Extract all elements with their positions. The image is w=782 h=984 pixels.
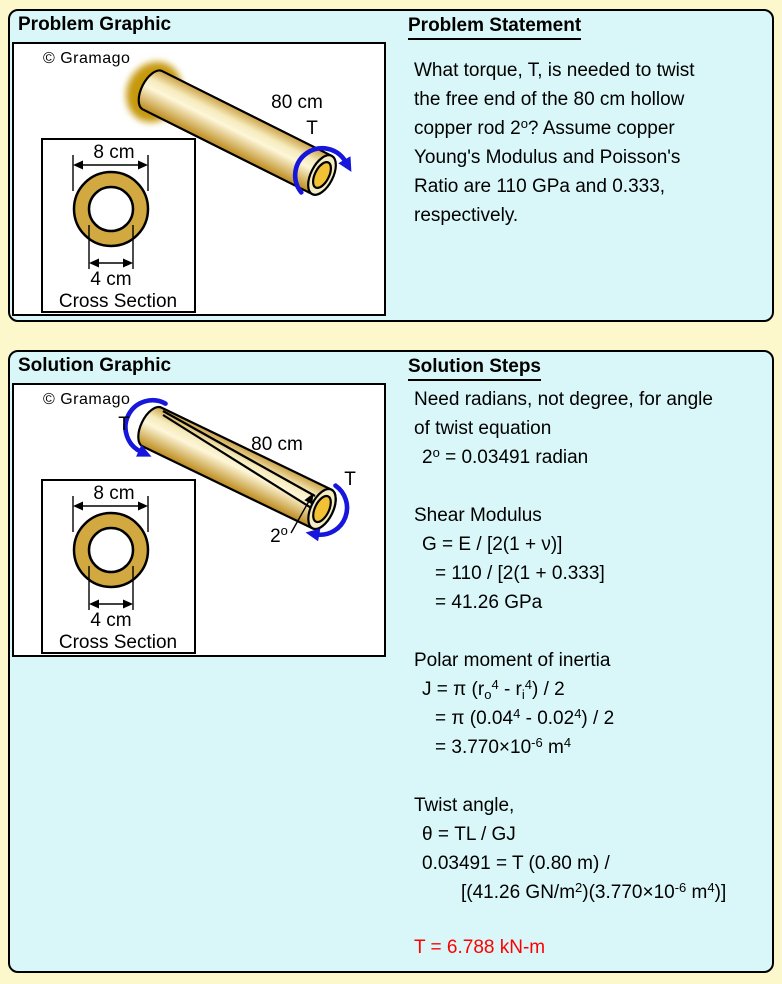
step-line: $2^o = 0.03491$ radian: [422, 445, 589, 468]
step-line: [(41.26 $GN/m^2)(3.770\times 10^{-6}$ $m^4$)]: [461, 880, 727, 903]
cross-section-caption: Cross Section: [58, 632, 178, 653]
final-answer: T = 6.788 kN-m: [414, 937, 546, 958]
watermark: © Gramago: [43, 391, 131, 408]
solution-steps-text: [414, 385, 780, 962]
step-line: Need radians, not degree, for angle: [414, 389, 713, 410]
problem-graphic-title: Problem Graphic: [18, 14, 172, 35]
problem-panel: [8, 9, 774, 322]
cross-section-hole: [89, 528, 133, 572]
cross-section-caption: Cross Section: [58, 291, 178, 312]
outer-diameter-label: 8 cm: [93, 483, 135, 504]
rod-length-label: 80 cm: [251, 434, 303, 455]
twist-angle-label: 2$^o$: [270, 523, 288, 547]
solution-panel: [8, 350, 774, 973]
step-line: Twist angle,: [414, 795, 515, 816]
step-line: = π (0.04$^4$ - 0.02$^4$) / 2: [435, 706, 615, 729]
step-line: J = π $(r_o^4 - r_i^4) / 2$: [422, 677, 565, 702]
step-line: Shear Modulus: [414, 505, 542, 526]
statement-line: Ratio are 110 GPa and 0.333,: [414, 176, 666, 197]
step-line: 0.03491 = T (0.80 m) /: [422, 853, 610, 874]
statement-line: the free end of the 80 cm hollow: [414, 89, 685, 110]
problem-statement-title: Problem Statement: [408, 15, 581, 40]
outer-diameter-label: 8 cm: [93, 142, 135, 163]
statement-line: respectively.: [414, 205, 519, 226]
cross-section-inset: [42, 480, 195, 653]
step-group-polar-moment: [414, 646, 780, 762]
problem-statement-text: [414, 56, 780, 230]
step-line: G = E / [2(1 + ν)]: [422, 534, 563, 555]
cross-section-inset: [42, 139, 195, 312]
torque-label-right: T: [344, 469, 356, 490]
watermark: © Gramago: [43, 50, 131, 67]
solution-graphic-title: Solution Graphic: [18, 355, 172, 376]
cross-section-hole: [89, 187, 133, 231]
rod-length-label: 80 cm: [271, 92, 323, 113]
solution-graphic-box: [12, 383, 386, 657]
step-line: = 110 / [2(1 + 0.333]: [435, 563, 605, 584]
solution-steps-title: Solution Steps: [408, 356, 541, 381]
solution-rod-illustration: [14, 385, 384, 655]
inner-diameter-label: 4 cm: [90, 269, 132, 290]
statement-line: What torque, T, is needed to twist: [414, 60, 695, 81]
inner-diameter-label: 4 cm: [90, 610, 132, 631]
torque-label: T: [306, 118, 318, 139]
step-line: Polar moment of inertia: [414, 650, 611, 671]
step-line: = $3.770\times 10^{-6}$ $m^4$: [435, 735, 572, 758]
torque-label-left: T: [118, 414, 130, 435]
torque-arrowhead-right: [306, 529, 321, 542]
step-line: θ = TL / GJ: [422, 824, 516, 845]
problem-graphic-box: [12, 42, 386, 316]
statement-line: Young's Modulus and Poisson's: [414, 147, 681, 168]
step-group-twist-angle: [414, 791, 780, 907]
problem-rod-illustration: [14, 44, 384, 314]
step-line: = 41.26 GPa: [435, 592, 543, 613]
step-group-shear-modulus: [414, 501, 780, 617]
statement-line: copper rod 2$^o$? Assume copper: [414, 116, 675, 139]
step-line: of twist equation: [414, 418, 552, 439]
step-group-radians: [414, 385, 780, 472]
